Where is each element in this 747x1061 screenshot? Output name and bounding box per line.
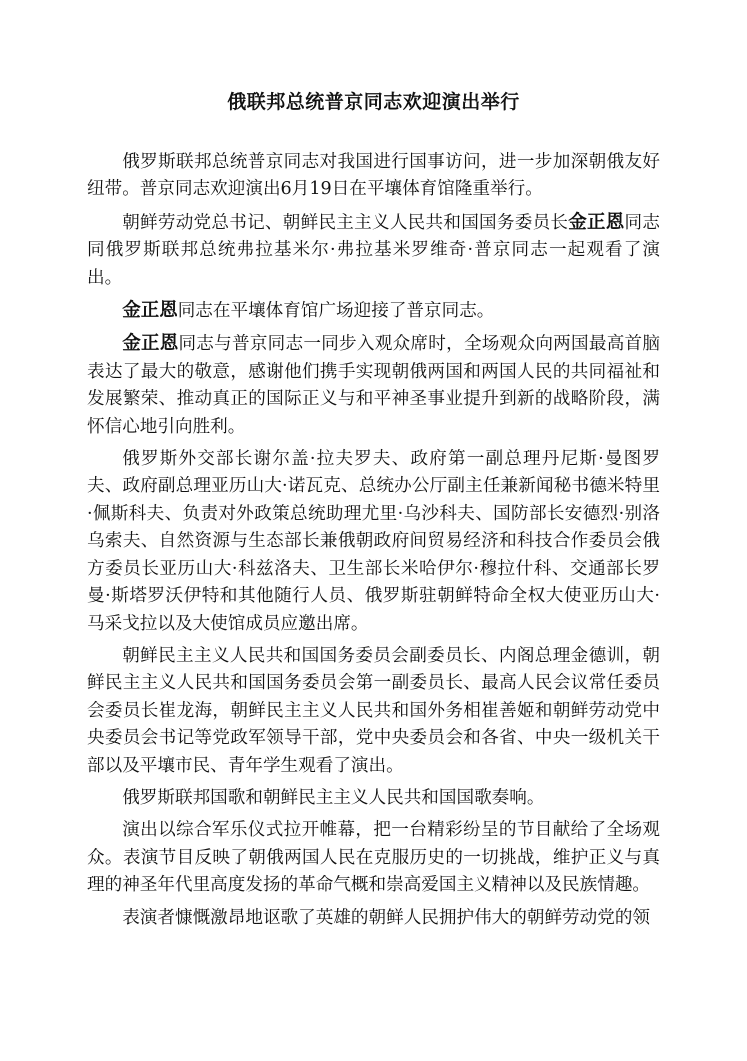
article-title: 俄联邦总统普京同志欢迎演出举行 xyxy=(227,91,520,113)
paragraph-1 xyxy=(87,149,660,204)
paragraph-9-text: 表演者慷慨激昂地讴歌了英雄的朝鲜人民拥护伟大的朝鲜劳动党的领 xyxy=(122,907,651,928)
paragraph-6 xyxy=(87,643,660,780)
paragraph-5 xyxy=(87,446,660,638)
paragraph-8 xyxy=(87,817,660,899)
paragraph-3 xyxy=(87,297,660,325)
paragraph-4-rest: 同志与普京同志一同步入观众席时，全场观众向两国最高首脑表达了最大的敬意，感谢他们携手实现朝俄两国和两国人民的共同福祉和发展繁荣、推动真正的国际正义与和平神圣事业提升到新的战略阶段，满怀信心地引向胜利。 xyxy=(87,334,660,437)
paragraph-9 xyxy=(87,905,660,932)
paragraph-1-text: 俄罗斯联邦总统普京同志对我国进行国事访问，进一步加深朝俄友好纽带。普京同志欢迎演出6月19日在平壤体育馆隆重举行。 xyxy=(87,152,660,200)
leader-name: 金正恩 xyxy=(122,333,179,355)
paragraph-4 xyxy=(87,330,660,441)
paragraph-2-rest: 同志同俄罗斯联邦总统弗拉基米尔·弗拉基米罗维奇·普京同志一起观看了演出。 xyxy=(87,212,660,288)
paragraph-8-text: 演出以综合军乐仪式拉开帷幕，把一台精彩纷呈的节目献给了全场观众。表演节目反映了朝俄两国人民在克服历史的一切挑战，维护正义与真理的神圣年代里高度发扬的革命气概和崇高爱国主义精神以及民族情趣。 xyxy=(87,820,660,896)
paragraph-7-text: 俄罗斯联邦国歌和朝鲜民主主义人民共和国国歌奏响。 xyxy=(122,787,545,808)
leader-name: 金正恩 xyxy=(568,211,625,233)
paragraph-7 xyxy=(87,785,660,812)
paragraph-2-lead: 朝鲜劳动党总书记、朝鲜民主主义人民共和国国务委员长 xyxy=(122,212,569,233)
article-body xyxy=(87,149,660,932)
paragraph-5-text: 俄罗斯外交部长谢尔盖·拉夫罗夫、政府第一副总理丹尼斯·曼图罗夫、政府副总理亚历山大·诺瓦克、总统办公厅副主任兼新闻秘书德米特里·佩斯科夫、负责对外政策总统助理尤里·乌沙科夫、国防部长安德烈·别洛乌索夫、自然资源与生态部长兼俄朝政府间贸易经济和科技合作委员会俄方委员长亚历山大·科兹洛夫、卫生部长米哈伊尔·穆拉什科、交通部长罗曼·斯塔罗沃伊特和其他随行人员、俄罗斯驻朝鲜特命全权大使亚历山大·马采戈拉以及大使馆成员应邀出席。 xyxy=(87,449,660,634)
paragraph-3-rest: 同志在平壤体育馆广场迎接了普京同志。 xyxy=(177,301,495,322)
leader-name: 金正恩 xyxy=(122,300,178,322)
paragraph-2 xyxy=(87,209,660,292)
paragraph-6-text: 朝鲜民主主义人民共和国国务委员会副委员长、内阁总理金德训，朝鲜民主主义人民共和国国务委员会第一副委员长、最高人民会议常任委员会委员长崔龙海，朝鲜民主主义人民共和国外务相崔善姬和朝鲜劳动党中央委员会书记等党政军领导干部，党中央委员会和各省、中央一级机关干部以及平壤市民、青年学生观看了演出。 xyxy=(87,645,660,776)
